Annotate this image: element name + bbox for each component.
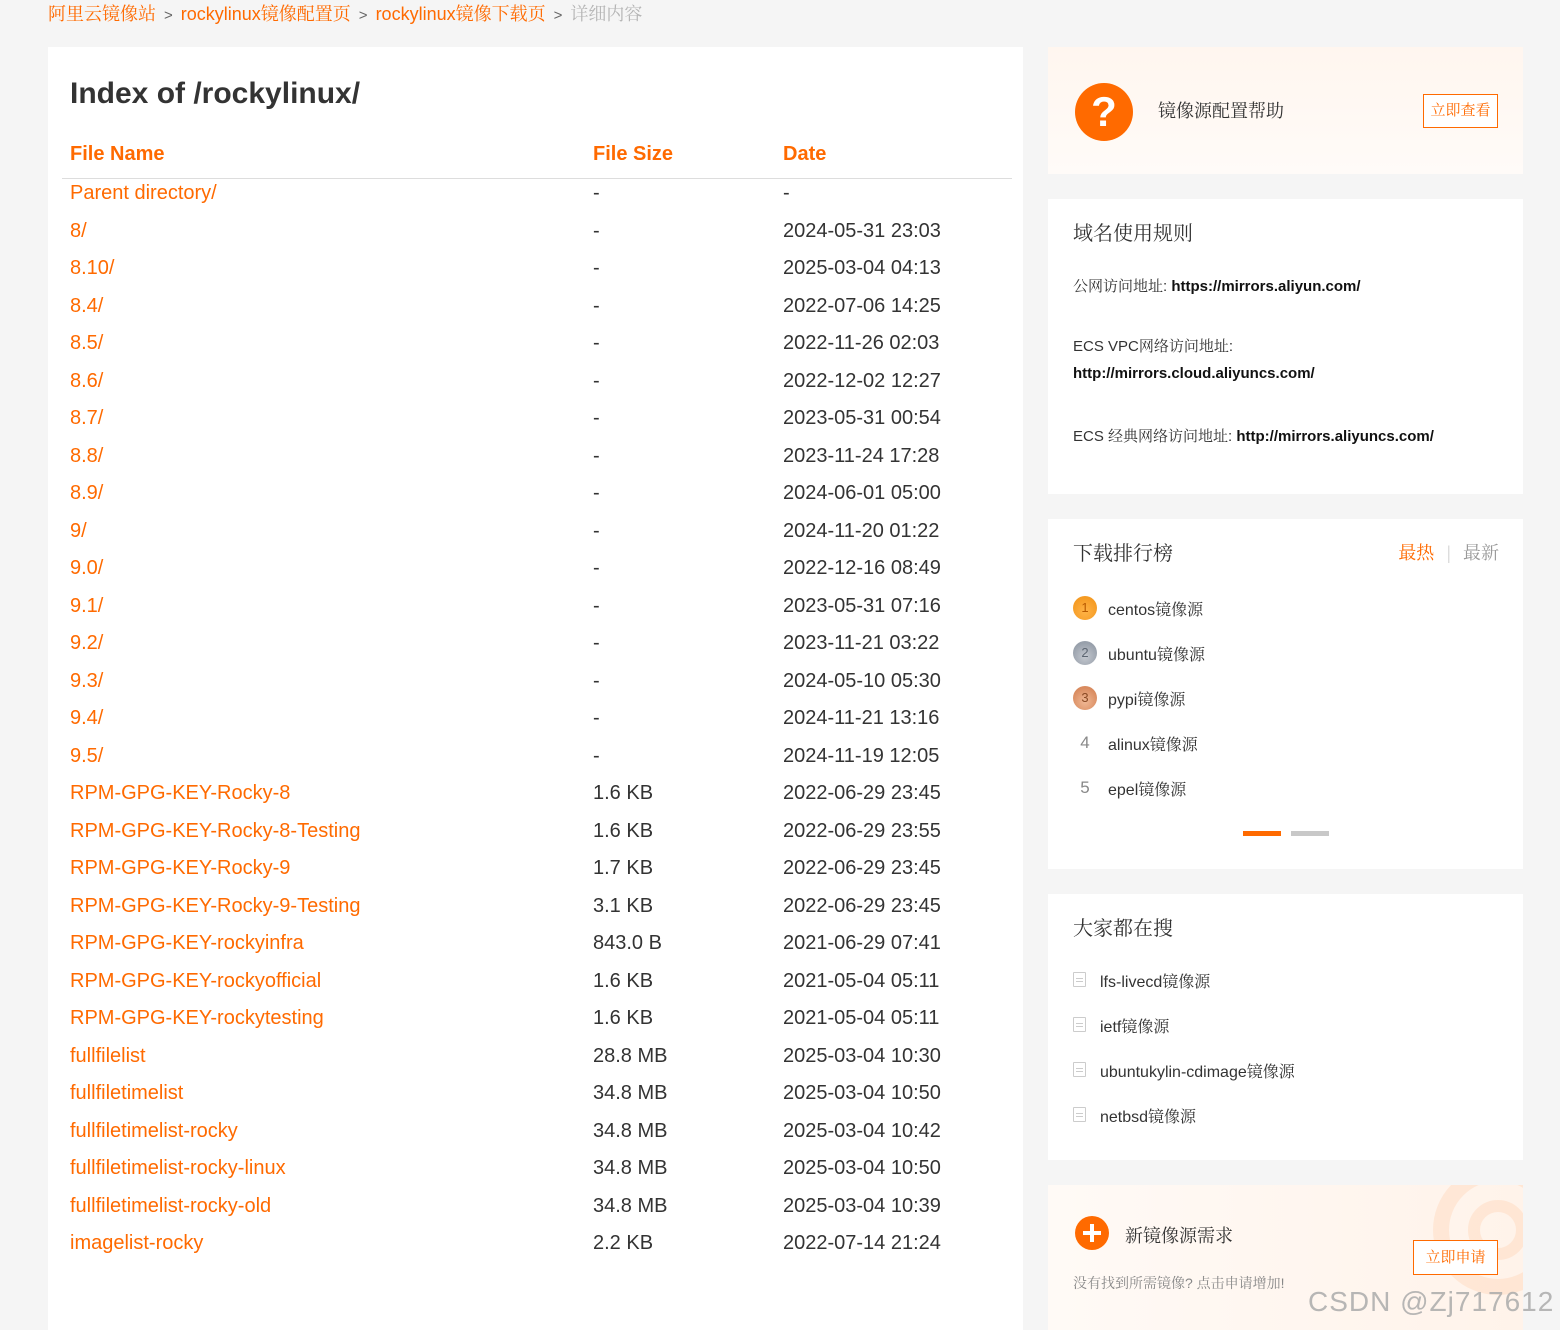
public-address-url[interactable]: https://mirrors.aliyun.com/ xyxy=(1171,278,1361,295)
file-date: 2022-07-14 21:24 xyxy=(783,1232,941,1254)
file-name-link[interactable]: 9.2/ xyxy=(70,632,104,654)
table-row xyxy=(48,1152,1023,1190)
file-size: 1.7 KB xyxy=(593,857,654,879)
file-name-link[interactable]: RPM-GPG-KEY-Rocky-8 xyxy=(70,782,291,804)
tab-divider: | xyxy=(1446,543,1451,563)
file-size: 2.2 KB xyxy=(593,1232,654,1254)
file-name-link[interactable]: RPM-GPG-KEY-Rocky-9 xyxy=(70,857,291,879)
file-size: - xyxy=(593,557,600,579)
file-name-link[interactable]: 8.10/ xyxy=(70,257,115,279)
search-item-label: ietf镜像源 xyxy=(1100,1019,1170,1036)
table-row xyxy=(48,1115,1023,1153)
file-date: 2023-11-24 17:28 xyxy=(783,444,940,467)
file-size: 1.6 KB xyxy=(593,969,654,992)
file-size: 28.8 MB xyxy=(593,1044,668,1067)
column-header-date[interactable]: Date xyxy=(783,143,827,165)
table-row xyxy=(48,1040,1023,1078)
search-item[interactable] xyxy=(1073,1058,1493,1082)
ranking-item-label: ubuntu镜像源 xyxy=(1108,647,1205,664)
table-row xyxy=(48,665,1023,703)
file-name-link[interactable]: 9.4/ xyxy=(70,707,104,729)
bronze-medal-icon: 3 xyxy=(1073,686,1097,710)
breadcrumb-link-download[interactable]: rockylinux镜像下载页 xyxy=(375,4,546,24)
breadcrumb-separator: > xyxy=(553,7,563,24)
file-size: 34.8 MB xyxy=(593,1157,668,1179)
search-item[interactable] xyxy=(1073,968,1493,992)
search-item[interactable] xyxy=(1073,1013,1493,1037)
table-row xyxy=(48,252,1023,290)
table-row xyxy=(48,477,1023,515)
table-row xyxy=(48,965,1023,1003)
table-row xyxy=(48,327,1023,365)
file-date: 2025-03-04 10:50 xyxy=(783,1157,941,1179)
file-name-link[interactable]: fullfiletimelist xyxy=(70,1082,184,1104)
public-address-label: 公网访问地址: xyxy=(1073,278,1168,295)
popular-search-card xyxy=(1048,894,1523,1160)
file-name-link[interactable]: 9.0/ xyxy=(70,557,104,579)
tab-hottest[interactable]: 最热 xyxy=(1398,543,1435,563)
file-name-link[interactable]: 8.9/ xyxy=(70,482,104,504)
column-header-file-name[interactable]: File Name xyxy=(70,143,165,165)
file-date: 2022-12-02 12:27 xyxy=(783,369,941,392)
file-date: 2022-06-29 23:55 xyxy=(783,819,941,842)
public-address xyxy=(1073,275,1361,296)
file-date: 2024-11-21 13:16 xyxy=(783,707,940,729)
download-ranking-card xyxy=(1048,519,1523,869)
file-date: - xyxy=(783,182,790,204)
file-size: - xyxy=(593,707,600,729)
config-help-card xyxy=(1048,47,1523,174)
file-size: - xyxy=(593,632,600,654)
breadcrumb-link-home[interactable]: 阿里云镜像站 xyxy=(48,4,156,24)
classic-address-url[interactable]: http://mirrors.aliyuncs.com/ xyxy=(1236,428,1434,445)
domain-rules-title: 域名使用规则 xyxy=(1073,223,1193,245)
table-row xyxy=(48,1002,1023,1040)
file-list xyxy=(48,177,1023,1265)
file-size: - xyxy=(593,744,600,767)
file-date: 2023-05-31 00:54 xyxy=(783,407,941,429)
document-icon xyxy=(1073,972,1086,987)
rank-number: 5 xyxy=(1080,778,1090,797)
table-row xyxy=(48,552,1023,590)
table-header xyxy=(62,143,1012,179)
file-date: 2022-11-26 02:03 xyxy=(783,332,940,354)
breadcrumb xyxy=(48,2,642,28)
domain-rules-card xyxy=(1048,199,1523,494)
file-date: 2021-05-04 05:11 xyxy=(783,1007,940,1029)
file-name-link[interactable]: 8.8/ xyxy=(70,444,104,467)
new-mirror-subtitle: 没有找到所需镜像? 点击申请增加! xyxy=(1073,1275,1285,1291)
classic-address xyxy=(1073,425,1434,446)
ranking-tabs xyxy=(1398,539,1499,565)
file-date: 2024-05-10 05:30 xyxy=(783,669,941,692)
download-ranking-title: 下载排行榜 xyxy=(1073,543,1173,565)
file-date: 2024-06-01 05:00 xyxy=(783,482,941,504)
file-name-link[interactable]: imagelist-rocky xyxy=(70,1232,204,1254)
ranking-item[interactable] xyxy=(1073,774,1473,802)
file-name-link[interactable]: 8.5/ xyxy=(70,332,104,354)
file-size: 34.8 MB xyxy=(593,1119,668,1142)
table-row xyxy=(48,627,1023,665)
file-size: - xyxy=(593,294,600,317)
table-row xyxy=(48,215,1023,253)
file-name-link[interactable]: 8.4/ xyxy=(70,294,104,317)
ranking-item-label: pypi镜像源 xyxy=(1108,692,1186,709)
file-size: 1.6 KB xyxy=(593,782,654,804)
file-date: 2022-07-06 14:25 xyxy=(783,294,941,317)
file-size: 34.8 MB xyxy=(593,1194,668,1217)
file-date: 2023-11-21 03:22 xyxy=(783,632,940,654)
document-icon xyxy=(1073,1107,1086,1122)
table-row xyxy=(48,890,1023,928)
vpc-address-url[interactable]: http://mirrors.cloud.aliyuncs.com/ xyxy=(1073,365,1315,382)
ranking-item-label: alinux镜像源 xyxy=(1108,737,1198,754)
file-name-link[interactable]: Parent directory/ xyxy=(70,182,217,204)
file-name-link[interactable]: 8.7/ xyxy=(70,407,104,429)
file-size: - xyxy=(593,182,600,204)
ranking-item[interactable] xyxy=(1073,684,1473,712)
file-date: 2022-06-29 23:45 xyxy=(783,782,941,804)
file-name-link[interactable]: 9.1/ xyxy=(70,594,104,617)
table-row xyxy=(48,290,1023,328)
ranking-item-label: centos镜像源 xyxy=(1108,602,1204,619)
table-row xyxy=(48,590,1023,628)
table-row xyxy=(48,402,1023,440)
breadcrumb-current: 详细内容 xyxy=(570,4,643,24)
table-row xyxy=(48,440,1023,478)
ranking-item[interactable] xyxy=(1073,639,1473,667)
config-help-text: 镜像源配置帮助 xyxy=(1158,101,1284,121)
plus-circle-icon xyxy=(1075,1216,1109,1250)
popular-search-title: 大家都在搜 xyxy=(1073,918,1173,940)
table-row xyxy=(48,1077,1023,1115)
new-mirror-title: 新镜像源需求 xyxy=(1125,1226,1233,1246)
file-date: 2024-05-31 23:03 xyxy=(783,219,941,242)
page-title: Index of /rockylinux/ xyxy=(70,77,361,110)
file-size: - xyxy=(593,669,600,692)
file-date: 2022-06-29 23:45 xyxy=(783,894,941,917)
file-name-link[interactable]: RPM-GPG-KEY-Rocky-9-Testing xyxy=(70,894,361,917)
ranking-item[interactable] xyxy=(1073,594,1473,622)
table-row xyxy=(48,1190,1023,1228)
table-row xyxy=(48,365,1023,403)
file-name-link[interactable]: 8.6/ xyxy=(70,369,104,392)
file-name-link[interactable]: 9/ xyxy=(70,519,87,542)
file-index-panel xyxy=(48,47,1023,1330)
rank-number: 4 xyxy=(1080,733,1090,752)
file-size: 34.8 MB xyxy=(593,1082,668,1104)
watermark: CSDN @Zj717612 xyxy=(1308,1286,1555,1317)
file-size: 3.1 KB xyxy=(593,894,654,917)
table-row xyxy=(48,927,1023,965)
table-row xyxy=(48,1227,1023,1265)
vpc-address xyxy=(1073,365,1315,382)
apply-now-button[interactable]: 立即申请 xyxy=(1413,1240,1498,1275)
file-size: - xyxy=(593,444,600,467)
classic-address-label: ECS 经典网络访问地址: xyxy=(1073,428,1233,445)
file-date: 2024-11-19 12:05 xyxy=(783,744,940,767)
file-date: 2025-03-04 04:13 xyxy=(783,257,941,279)
file-size: 1.6 KB xyxy=(593,819,654,842)
carousel-indicator[interactable] xyxy=(1291,831,1329,836)
file-name-link[interactable]: fullfiletimelist-rocky-old xyxy=(70,1194,272,1217)
table-row xyxy=(48,740,1023,778)
file-date: 2021-06-29 07:41 xyxy=(783,932,941,954)
search-item[interactable] xyxy=(1073,1103,1493,1127)
table-row xyxy=(48,702,1023,740)
file-name-link[interactable]: RPM-GPG-KEY-rockyinfra xyxy=(70,932,304,954)
ranking-item[interactable] xyxy=(1073,729,1473,757)
table-row xyxy=(48,177,1023,215)
search-item-label: ubuntukylin-cdimage镜像源 xyxy=(1100,1064,1295,1081)
file-name-link[interactable]: RPM-GPG-KEY-rockytesting xyxy=(70,1007,324,1029)
vpc-address-label: ECS VPC网络访问地址: xyxy=(1073,338,1234,355)
file-size: 843.0 B xyxy=(593,932,662,954)
file-name-link[interactable]: fullfilelist xyxy=(70,1044,146,1067)
file-date: 2023-05-31 07:16 xyxy=(783,594,941,617)
file-size: - xyxy=(593,482,600,504)
document-icon xyxy=(1073,1062,1086,1077)
file-size: 1.6 KB xyxy=(593,1007,654,1029)
carousel-indicator-active[interactable] xyxy=(1243,831,1281,836)
breadcrumb-link-config[interactable]: rockylinux镜像配置页 xyxy=(180,4,351,24)
table-row xyxy=(48,515,1023,553)
file-size: - xyxy=(593,407,600,429)
tab-newest[interactable]: 最新 xyxy=(1463,543,1499,563)
file-name-link[interactable]: fullfiletimelist-rocky-linux xyxy=(70,1157,286,1179)
search-item-label: netbsd镜像源 xyxy=(1100,1109,1197,1126)
file-size: - xyxy=(593,369,600,392)
file-name-link[interactable]: 9.5/ xyxy=(70,744,104,767)
file-size: - xyxy=(593,594,600,617)
file-date: 2024-11-20 01:22 xyxy=(783,519,940,542)
file-name-link[interactable]: 8/ xyxy=(70,219,87,242)
ranking-item-label: epel镜像源 xyxy=(1108,782,1187,799)
file-date: 2025-03-04 10:42 xyxy=(783,1119,941,1142)
file-size: - xyxy=(593,519,600,542)
file-size: - xyxy=(593,219,600,242)
column-header-file-size[interactable]: File Size xyxy=(593,143,674,165)
view-now-button[interactable]: 立即查看 xyxy=(1423,94,1498,128)
file-date: 2025-03-04 10:39 xyxy=(783,1194,941,1217)
document-icon xyxy=(1073,1017,1086,1032)
breadcrumb-separator: > xyxy=(358,7,368,24)
file-date: 2022-12-16 08:49 xyxy=(783,557,941,579)
question-circle-icon: ? xyxy=(1075,83,1133,141)
file-date: 2025-03-04 10:30 xyxy=(783,1044,941,1067)
file-name-link[interactable]: 9.3/ xyxy=(70,669,104,692)
gold-medal-icon: 1 xyxy=(1073,596,1097,620)
file-name-link[interactable]: fullfiletimelist-rocky xyxy=(70,1119,238,1142)
breadcrumb-separator: > xyxy=(164,7,173,24)
file-name-link[interactable]: RPM-GPG-KEY-rockyofficial xyxy=(70,969,322,992)
file-date: 2025-03-04 10:50 xyxy=(783,1082,941,1104)
table-row xyxy=(48,815,1023,853)
file-size: - xyxy=(593,332,600,354)
file-size: - xyxy=(593,257,600,279)
file-date: 2022-06-29 23:45 xyxy=(783,857,941,879)
file-name-link[interactable]: RPM-GPG-KEY-Rocky-8-Testing xyxy=(70,819,361,842)
table-row xyxy=(48,777,1023,815)
silver-medal-icon: 2 xyxy=(1073,641,1097,665)
table-row xyxy=(48,852,1023,890)
file-date: 2021-05-04 05:11 xyxy=(783,969,940,992)
search-item-label: lfs-livecd镜像源 xyxy=(1100,974,1211,991)
